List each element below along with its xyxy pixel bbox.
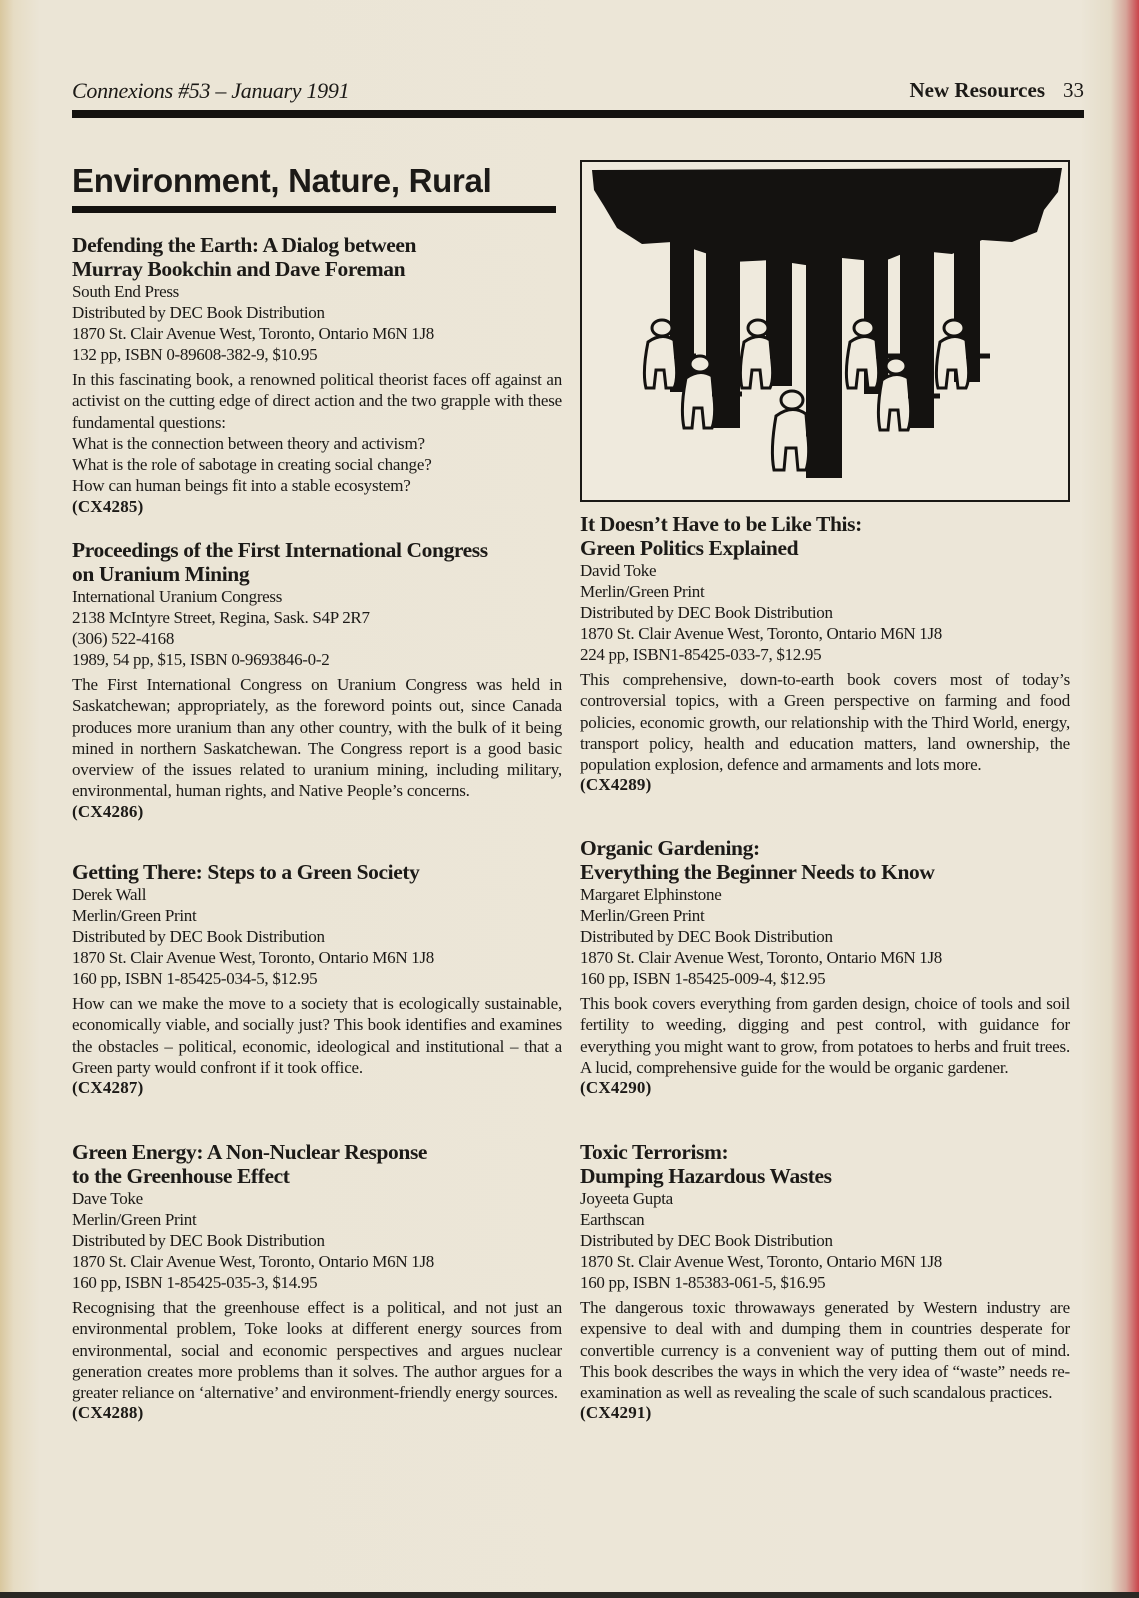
author: David Toke — [580, 561, 657, 580]
book-title — [72, 538, 562, 586]
loggers-trees-illustration — [582, 162, 1068, 500]
book-title — [72, 860, 562, 884]
page-edge — [0, 1592, 1139, 1598]
title-line: Green Politics Explained — [580, 536, 799, 560]
book-entry — [72, 860, 562, 1098]
book-title — [72, 233, 562, 281]
section-title: Environment, Nature, Rural — [72, 162, 492, 199]
address: 1870 St. Clair Avenue West, Toronto, Ontario M6N 1J8 — [72, 1252, 434, 1271]
header-rule — [72, 110, 1084, 118]
title-line: Getting There: Steps to a Green Society — [72, 860, 420, 884]
publisher: Earthscan — [580, 1210, 645, 1229]
pub-details: 224 pp, ISBN1-85425-033-7, $12.95 — [580, 645, 822, 664]
desc-question: What is the role of sabotage in creating social change? — [72, 455, 432, 475]
address: 1870 St. Clair Avenue West, Toronto, Ontario M6N 1J8 — [72, 948, 434, 967]
book-entry — [72, 538, 562, 822]
tree-trunk — [806, 252, 842, 478]
book-title — [580, 512, 1070, 560]
title-line: Proceedings of the First International Congress — [72, 538, 488, 562]
page-number: 33 — [1063, 78, 1084, 102]
pub-details: 132 pp, ISBN 0-89608-382-9, $10.95 — [72, 345, 318, 364]
title-line: It Doesn’t Have to be Like This: — [580, 512, 862, 536]
publisher: International Uranium Congress — [72, 587, 283, 606]
catalog-code: (CX4286) — [72, 801, 144, 821]
running-header — [72, 78, 1084, 104]
distributor: Distributed by DEC Book Distribution — [580, 1231, 833, 1250]
publisher: Merlin/Green Print — [72, 1210, 197, 1229]
book-description: This comprehensive, down-to-earth book covers most of today’s controversial topics, with a Green perspective on farming and food policies, economic growth, our relationship with the Third World, energy, transport policy, health and education matters, land ownership, the population explosion, defence and armaments and lots more. — [580, 670, 1070, 775]
title-line: Dumping Hazardous Wastes — [580, 1164, 832, 1188]
book-meta — [72, 884, 562, 989]
desc-question: How can human beings fit into a stable ecosystem? — [72, 476, 411, 496]
book-meta — [580, 1188, 1070, 1293]
section-name: New Resources — [909, 78, 1045, 102]
publisher: Merlin/Green Print — [580, 906, 705, 925]
author: Margaret Elphinstone — [580, 885, 722, 904]
pub-details: 160 pp, ISBN 1-85425-034-5, $12.95 — [72, 969, 318, 988]
publication-issue: Connexions #53 – January 1991 — [72, 78, 350, 103]
title-line: to the Greenhouse Effect — [72, 1164, 290, 1188]
book-description: The First International Congress on Uranium Congress was held in Saskatchewan; appropriately, as the foreword points out, since Canada produces more uranium than any other country, with the bulk of it being mined in northern Saskatchewan. The Congress report is a good basic overview of the issues related to uranium mining, including military, environmental, human rights, and Native People’s concerns. — [72, 675, 562, 801]
book-entry — [580, 512, 1070, 795]
catalog-code: (CX4288) — [72, 1403, 144, 1423]
address: 1870 St. Clair Avenue West, Toronto, Ontario M6N 1J8 — [580, 624, 942, 643]
pub-details: 160 pp, ISBN 1-85383-061-5, $16.95 — [580, 1273, 826, 1292]
book-entry — [580, 836, 1070, 1098]
address: 1870 St. Clair Avenue West, Toronto, Ontario M6N 1J8 — [580, 948, 942, 967]
title-line: Everything the Beginner Needs to Know — [580, 860, 935, 884]
author: Derek Wall — [72, 885, 147, 904]
book-meta — [580, 560, 1070, 665]
book-title — [72, 1140, 562, 1188]
distributor: Distributed by DEC Book Distribution — [580, 603, 833, 622]
distributor: Distributed by DEC Book Distribution — [72, 303, 325, 322]
book-description: How can we make the move to a society that is ecologically sustainable, economically viable, and socially just? This book identifies and examines the obstacles – political, economic, ideological and institutional – that a Green party would confront if it took office. — [72, 994, 562, 1077]
title-line: on Uranium Mining — [72, 562, 250, 586]
title-line: Toxic Terrorism: — [580, 1140, 729, 1164]
desc-question: What is the connection between theory and activism? — [72, 433, 425, 453]
illustration-loggers — [580, 160, 1070, 502]
book-meta — [580, 884, 1070, 989]
author: Joyeeta Gupta — [580, 1189, 673, 1208]
book-entry — [72, 1140, 562, 1423]
section-label — [910, 78, 1085, 103]
logger — [936, 320, 990, 388]
author: Dave Toke — [72, 1189, 143, 1208]
tree-canopy — [592, 168, 1062, 266]
pub-details: 1989, 54 pp, $15, ISBN 0-9693846-0-2 — [72, 650, 330, 669]
address: 1870 St. Clair Avenue West, Toronto, Ontario M6N 1J8 — [580, 1252, 942, 1271]
section-rule — [72, 206, 556, 213]
desc-text: In this fascinating book, a renowned political theorist faces off against an activist on the cutting edge of direct action and the two grapple with these fundamental questions: — [72, 370, 562, 432]
title-line: Green Energy: A Non-Nuclear Response — [72, 1140, 428, 1164]
catalog-code: (CX4291) — [580, 1403, 652, 1423]
title-line: Murray Bookchin and Dave Foreman — [72, 257, 406, 281]
book-description: The dangerous toxic throwaways generated by Western industry are expensive to deal with and dumping them in countries desperate for convertible currency is a convenient way of putting them out of mind. This book describes the ways in which the very idea of “waste” needs re-examination as well as revealing the scale of such scandalous practices. — [580, 1298, 1070, 1403]
publisher: Merlin/Green Print — [580, 582, 705, 601]
catalog-code: (CX4287) — [72, 1078, 144, 1098]
book-meta — [72, 1188, 562, 1293]
title-line: Defending the Earth: A Dialog between — [72, 233, 417, 257]
book-meta — [72, 281, 562, 365]
book-description: This book covers everything from garden design, choice of tools and soil fertility to weeding, digging and pest control, with guidance for everything you might want to grow, from potatoes to herbs and fruit trees. A lucid, comprehensive guide for the would be organic gardener. — [580, 994, 1070, 1077]
book-meta — [72, 586, 562, 670]
catalog-code: (CX4289) — [580, 775, 652, 795]
phone: (306) 522-4168 — [72, 629, 175, 648]
distributor: Distributed by DEC Book Distribution — [580, 927, 833, 946]
publisher: South End Press — [72, 282, 179, 301]
catalog-code: (CX4290) — [580, 1078, 652, 1098]
publisher: Merlin/Green Print — [72, 906, 197, 925]
distributor: Distributed by DEC Book Distribution — [72, 927, 325, 946]
pub-details: 160 pp, ISBN 1-85425-035-3, $14.95 — [72, 1273, 318, 1292]
book-entry — [72, 233, 562, 517]
book-title — [580, 1140, 1070, 1188]
address: 1870 St. Clair Avenue West, Toronto, Ontario M6N 1J8 — [72, 324, 434, 343]
title-line: Organic Gardening: — [580, 836, 760, 860]
pub-details: 160 pp, ISBN 1-85425-009-4, $12.95 — [580, 969, 826, 988]
address: 2138 McIntyre Street, Regina, Sask. S4P 2R7 — [72, 608, 370, 627]
book-entry — [580, 1140, 1070, 1423]
catalog-code: (CX4285) — [72, 496, 144, 516]
book-title — [580, 836, 1070, 884]
book-description — [72, 369, 562, 497]
book-description: Recognising that the greenhouse effect is a political, and not just an environmental problem, Toke looks at different energy sources from environmental, social and economic perspectives and argues nuclear generation creates more problems than it solves. The author argues for a greater reliance on ‘alternative’ and environment-friendly energy sources. — [72, 1298, 562, 1403]
distributor: Distributed by DEC Book Distribution — [72, 1231, 325, 1250]
